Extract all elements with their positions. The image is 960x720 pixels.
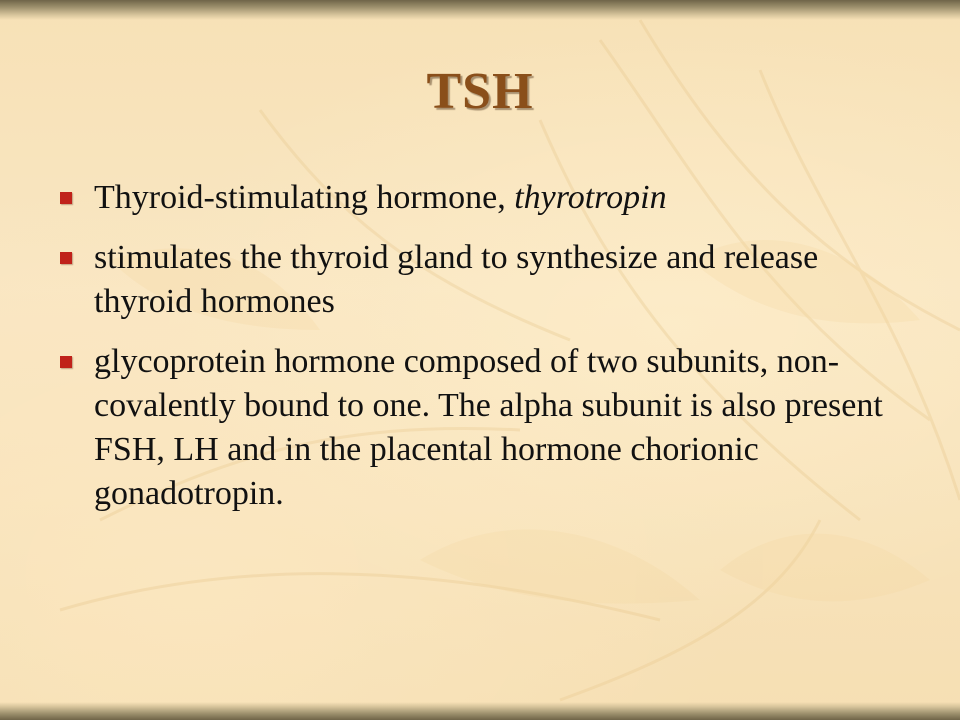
bullet-italic-term: thyrotropin — [514, 179, 667, 216]
bullet-item-3 — [60, 340, 890, 516]
bullet-text-3: glycoprotein hormone composed of two subunits, non-covalently bound to one. The alpha subunit is also present FSH, LH and in the placental hormone chorionic gonadotropin. — [94, 343, 883, 512]
bullet-item-2 — [60, 236, 890, 324]
bullet-text-2: stimulates the thyroid gland to synthesize and release thyroid hormones — [94, 239, 819, 320]
bullet-list — [60, 176, 890, 532]
square-bullet-icon — [60, 252, 72, 264]
square-bullet-icon — [60, 356, 72, 368]
bullet-text-1: Thyroid-stimulating hormone, — [94, 179, 515, 216]
bullet-item-1 — [60, 176, 890, 220]
slide-title: TSH — [426, 63, 534, 120]
top-frame-band — [0, 0, 960, 20]
square-bullet-icon — [60, 192, 72, 204]
bottom-frame-band — [0, 702, 960, 720]
